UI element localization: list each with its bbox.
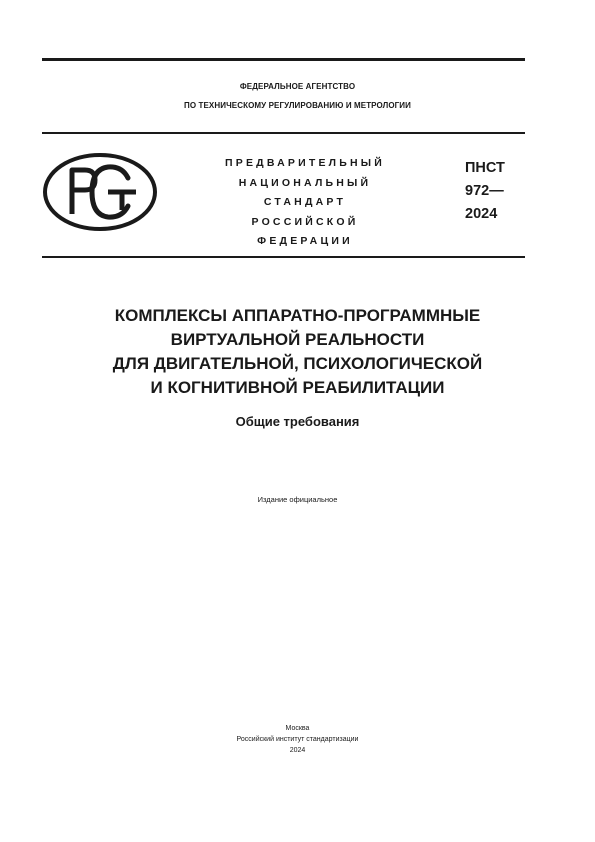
agency-name-line2: ПО ТЕХНИЧЕСКОМУ РЕГУЛИРОВАНИЮ И МЕТРОЛОГИИ [183,101,412,110]
standard-designation [465,157,505,226]
edition-note: Издание официальное [257,495,338,504]
gost-r-logo-icon [42,152,158,232]
title-line: КОМПЛЕКСЫ АППАРАТНО-ПРОГРАММНЫЕ [114,306,481,325]
title-rule [42,256,525,258]
imprint-year: 2024 [289,747,306,754]
designation-code: ПНСТ [465,160,505,176]
title-line: И КОГНИТИВНОЙ РЕАБИЛИТАЦИИ [150,378,445,397]
standard-type [200,154,410,252]
document-title [0,304,595,400]
header-rule [42,132,525,134]
standard-type-line: НАЦИОНАЛЬНЫЙ [238,176,372,189]
title-line: ВИРТУАЛЬНОЙ РЕАЛЬНОСТИ [170,330,425,349]
imprint-city: Москва [285,725,310,732]
top-rule [42,58,525,61]
imprint-publisher: Российский институт стандартизации [236,736,359,743]
imprint [0,723,595,756]
document-subtitle: Общие требования [235,414,360,429]
agency-name-line1: ФЕДЕРАЛЬНОЕ АГЕНТСТВО [239,82,356,91]
designation-number: 972— [465,183,504,199]
standard-type-line: ФЕДЕРАЦИИ [257,235,353,247]
standard-type-line: ПРЕДВАРИТЕЛЬНЫЙ [225,157,385,169]
standard-type-line: СТАНДАРТ [263,196,347,208]
standard-type-line: РОССИЙСКОЙ [251,215,359,228]
designation-year: 2024 [465,206,498,222]
title-line: ДЛЯ ДВИГАТЕЛЬНОЙ, ПСИХОЛОГИЧЕСКОЙ [112,354,483,373]
